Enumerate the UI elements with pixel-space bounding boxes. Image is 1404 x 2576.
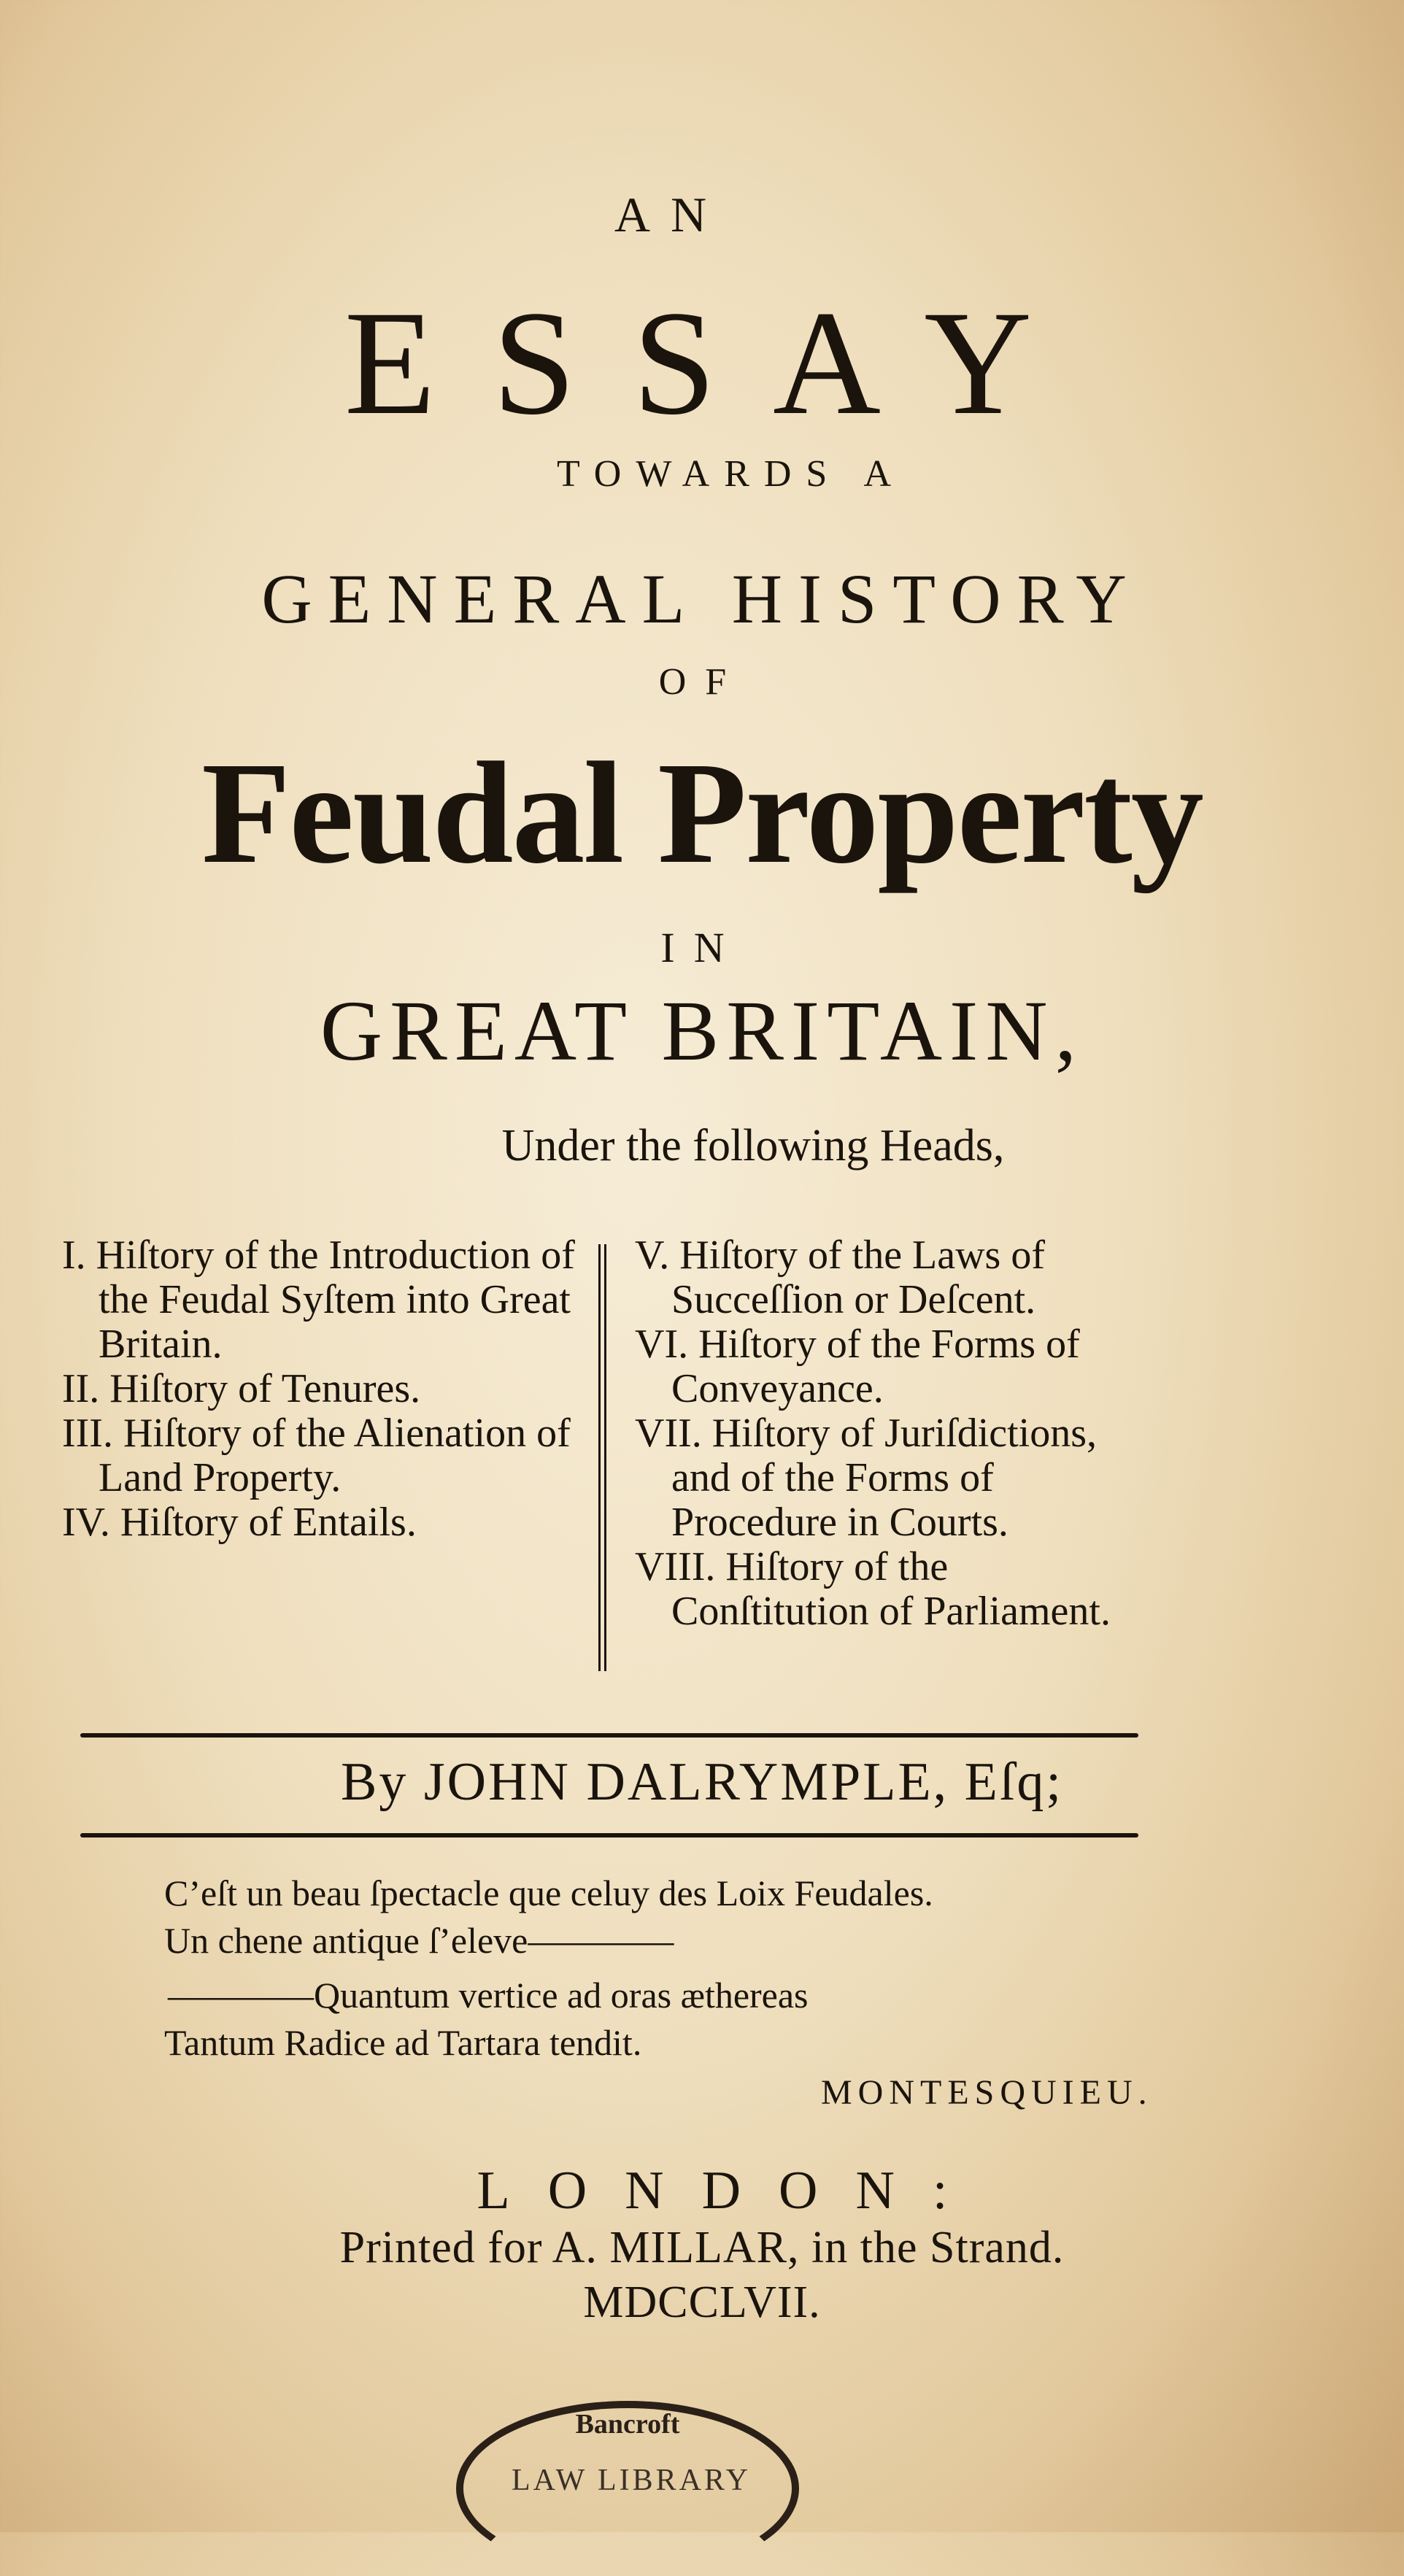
line-of: OF (658, 661, 746, 703)
stamp-top-text: Bancroft (575, 2409, 680, 2440)
column-divider (598, 1244, 606, 1671)
heads-right-column (635, 1233, 1146, 1634)
head-item: II. Hiſtory of Tenures. (62, 1366, 421, 1411)
stamp-text: LAW LIBRARY (511, 2464, 752, 2497)
head-item: V. Hiſtory of the Laws of Succeſſion or Deſcent. (635, 1233, 1045, 1322)
head-item: IV. Hiſtory of Entails. (62, 1500, 417, 1545)
head-item: VII. Hiſtory of Juriſdictions, and of the Forms of Procedure in Courts. (635, 1411, 1098, 1545)
line-heads: Under the following Heads, (501, 1121, 1005, 1171)
line-general-history: GENERAL HISTORY (261, 560, 1143, 638)
imprint-city: LONDON: (477, 2161, 986, 2221)
head-item: III. Hiſtory of the Alienation of Land Property. (62, 1411, 571, 1500)
line-feudal-property: Feudal Property (201, 733, 1203, 894)
epigraph-attribution: MONTESQUIEU. (821, 2073, 1153, 2112)
epigraph-line: Tantum Radice ad Tartara tendit. (164, 2022, 642, 2063)
heads-left-column (62, 1233, 591, 1545)
rule-bottom (80, 1833, 1138, 1837)
head-item: VI. Hiſtory of the Forms of Conveyance. (635, 1322, 1080, 1411)
line-an: AN (614, 187, 728, 242)
imprint-year: MDCCLVII. (583, 2278, 821, 2327)
epigraph-line: Un chene antique ſ’eleve———— (164, 1920, 674, 1961)
byline: By JOHN DALRYMPLE, Eſq; (341, 1752, 1063, 1812)
line-great-britain: GREAT BRITAIN, (320, 983, 1084, 1079)
line-essay: ESSAY (344, 280, 1089, 446)
epigraph-line: C’eſt un beau ſpectacle que celuy des Loix Feudales. (164, 1873, 933, 1913)
imprint-printer: Printed for A. MILLAR, in the Strand. (339, 2223, 1065, 2272)
rule-top (80, 1733, 1138, 1738)
line-towards: TOWARDS A (556, 453, 906, 495)
epigraph-line: ————Quantum vertice ad oras æthereas (168, 1975, 809, 2016)
line-in: IN (660, 924, 744, 971)
head-item: VIII. Hiſtory of the Conſtitution of Parliament. (635, 1544, 1111, 1634)
head-item: I. Hiſtory of the Introduction of the Feudal Syſtem into Great Britain. (62, 1233, 575, 1367)
